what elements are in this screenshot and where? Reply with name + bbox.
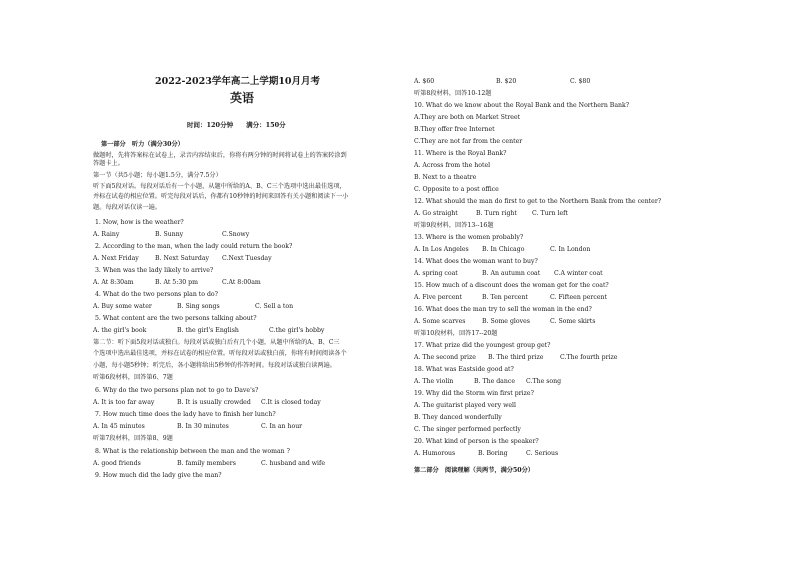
question-7: 7. How much time does the lady have to finish her lunch? [95, 411, 276, 418]
subject-title: 英语 [230, 91, 255, 105]
q11-option-c: C. Opposite to a post office [414, 186, 499, 193]
q2-option-c: C.Next Tuesday [222, 255, 272, 262]
question-4: 4. What do the two persons plan to do? [95, 291, 218, 298]
q7-option-a: A. In 45 minutes [93, 423, 145, 430]
question-11: 11. Where is the Royal Bank? [414, 150, 507, 157]
q8-option-a: A. good friends [93, 460, 141, 467]
q9-option-c: C. $80 [570, 78, 591, 85]
q20-option-b: B. Boring [478, 450, 508, 457]
q16-option-b: B. Some gloves [482, 318, 530, 325]
q15-option-a: A. Five percent [414, 294, 462, 301]
q7-option-c: C. In an hour [261, 423, 303, 430]
listen-instruction: 听第10段材料，回答17--20题 [414, 330, 498, 337]
q20-option-a: A. Humorous [414, 450, 456, 457]
q19-option-b: B. They danced wonderfully [414, 414, 502, 421]
q6-option-b: B. It is usually crowded [177, 399, 251, 406]
q17-option-a: A. The second prize [414, 354, 476, 361]
q14-option-b: B. An autumn coat [482, 270, 541, 277]
q1-option-a: A. Rainy [93, 231, 120, 238]
q9-option-a: A. $60 [414, 78, 435, 85]
question-3: 3. When was the lady likely to arrive? [95, 267, 214, 274]
q19-option-c: C. The singer performed perfectly [414, 426, 521, 433]
q19-option-a: A. The guitarist played very well [414, 402, 517, 409]
question-14: 14. What does the woman want to buy? [414, 258, 538, 265]
q14-option-a: A. spring coat [414, 270, 458, 277]
q11-option-b: B. Next to a theatre [414, 174, 477, 181]
question-10: 10. What do we know about the Royal Bank and the Northern Bank? [414, 102, 630, 109]
q5-option-b: B. the girl's English [177, 327, 239, 334]
question-6: 6. Why do the two persons plan not to go to Dave's? [95, 387, 259, 394]
q17-option-b: B. The third prize [488, 354, 544, 361]
question-2: 2. According to the man, when the lady could return the book? [95, 243, 293, 250]
question-8: 8. What is the relationship between the man and the woman ? [95, 448, 290, 455]
question-12: 12. What should the man do first to get to the Northern Bank from the center? [414, 198, 662, 205]
q3-option-c: C.At 8:00am [222, 279, 261, 286]
question-17: 17. What prize did the youngest group get? [414, 342, 551, 349]
q7-option-b: B. In 30 minutes [177, 423, 229, 430]
q4-option-a: A. Buy some water [93, 303, 152, 310]
q18-option-a: A. The violin [414, 378, 454, 385]
q8-option-b: B. family members [177, 460, 236, 467]
q10-option-a: A.They are both on Market Street [414, 114, 521, 121]
question-13: 13. Where is the women probably? [414, 234, 524, 241]
listen-instruction: 听第7段材料，回答第8、9题 [93, 435, 173, 442]
q8-option-c: C. husband and wife [261, 460, 325, 467]
q10-option-b: B.They offer free Internet [414, 126, 495, 133]
q13-option-b: B. In Chicago [482, 246, 525, 253]
section1-intro-line: 并标在试卷的相应位置。听完每段对话后，你都有10秒钟的时间来回答有关小题和阅读下一小 [93, 193, 349, 200]
question-9: 9. How much did the lady give the man? [95, 472, 222, 479]
section1-intro-line: 听下面5段对话。每段对话后有一个小题，从题中所给的A、B、C三个选项中选出最佳选项， [93, 183, 346, 190]
question-16: 16. What does the man try to sell the woman in the end? [414, 306, 592, 313]
q14-option-c: C.A winter coat [554, 270, 603, 277]
q10-option-c: C.They are not far from the center [414, 138, 523, 145]
q9-option-b: B. $20 [496, 78, 517, 85]
exam-meta: 时间：120分钟 满分：150分 [187, 121, 286, 129]
q13-option-c: C. In London [550, 246, 591, 253]
question-5: 5. What content are the two persons talking about? [95, 315, 257, 322]
q5-option-a: A. the girl's book [93, 327, 147, 334]
q16-option-c: C. Some skirts [550, 318, 596, 325]
q18-option-b: B. The dance [474, 378, 515, 385]
q2-option-a: A. Next Friday [93, 255, 139, 262]
listen-instruction: 听第6段材料，回答第6、7题 [93, 374, 173, 381]
q11-option-a: A. Across from the hotel [414, 162, 491, 169]
q12-option-c: C. Turn left [532, 210, 568, 217]
part2-heading: 第二部分 阅读理解（共两节，满分50分） [414, 467, 534, 474]
question-15: 15. How much of a discount does the woman get for the coat? [414, 282, 609, 289]
q15-option-b: B. Ten percent [482, 294, 528, 301]
part1-heading: 第一部分 听力（满分30分） [101, 141, 184, 148]
q6-option-c: C.It is closed today [261, 399, 321, 406]
question-19: 19. Why did the Storm win first prize? [414, 390, 534, 397]
question-20: 20. What kind of person is the speaker? [414, 438, 539, 445]
q18-option-c: C.The song [526, 378, 562, 385]
q13-option-a: A. In Los Angeles [414, 246, 469, 253]
q16-option-a: A. Some scarves [414, 318, 466, 325]
q1-option-c: C.Snowy [222, 231, 250, 238]
q3-option-a: A. At 8:30am [93, 279, 134, 286]
section1-intro-line: 题。每段对话仅读一遍。 [93, 204, 162, 211]
q15-option-c: C. Fifteen percent [550, 294, 607, 301]
part1-intro-line: 做题时，先将答案标在试卷上，录音内容结束后，你将有两分钟的时间将试卷上的答案转涂到 [93, 152, 347, 159]
q3-option-b: B. At 5:30 pm [155, 279, 198, 286]
q4-option-c: C. Sell a ton [255, 303, 294, 310]
q4-option-b: B. Sing songs [177, 303, 220, 310]
q17-option-c: C.The fourth prize [560, 354, 618, 361]
question-18: 18. What was Eastside good at? [414, 366, 514, 373]
q1-option-b: B. Sunny [155, 231, 184, 238]
section2-intro-line: 第二节：听下面5段对话或独白。每段对话或独白后有几个小题，从题中所给的A、B、C三 [93, 339, 340, 346]
q6-option-a: A. It is too far away [93, 399, 155, 406]
q12-option-b: B. Turn right [476, 210, 517, 217]
listen-instruction: 听第8段材料，回答10-12题 [414, 90, 492, 97]
q2-option-b: B. Next Saturday [155, 255, 210, 262]
q12-option-a: A. Go straight [414, 210, 458, 217]
section1-heading: 第一节（共5小题；每小题1.5分，满分7.5分） [93, 172, 222, 179]
q5-option-c: C.the girl's hobby [269, 327, 325, 334]
listen-instruction: 听第9段材料，回答13--16题 [414, 222, 494, 229]
question-1: 1. Now, how is the weather? [95, 219, 184, 226]
q20-option-c: C. Serious [526, 450, 559, 457]
section2-intro-line: 个选项中选出最佳选项，并标在试卷的相应位置。听每段对话或独白前，你将有时间阅读各个 [93, 350, 347, 357]
exam-title: 2022-2023学年高二上学期10月月考 [155, 76, 321, 87]
section2-intro-line: 小题，每小题5秒钟；听完后，各小题将给出5秒钟的作答时间。每段对话或独白读两遍。 [93, 362, 336, 369]
part1-intro-line: 答题卡上。 [93, 160, 124, 167]
